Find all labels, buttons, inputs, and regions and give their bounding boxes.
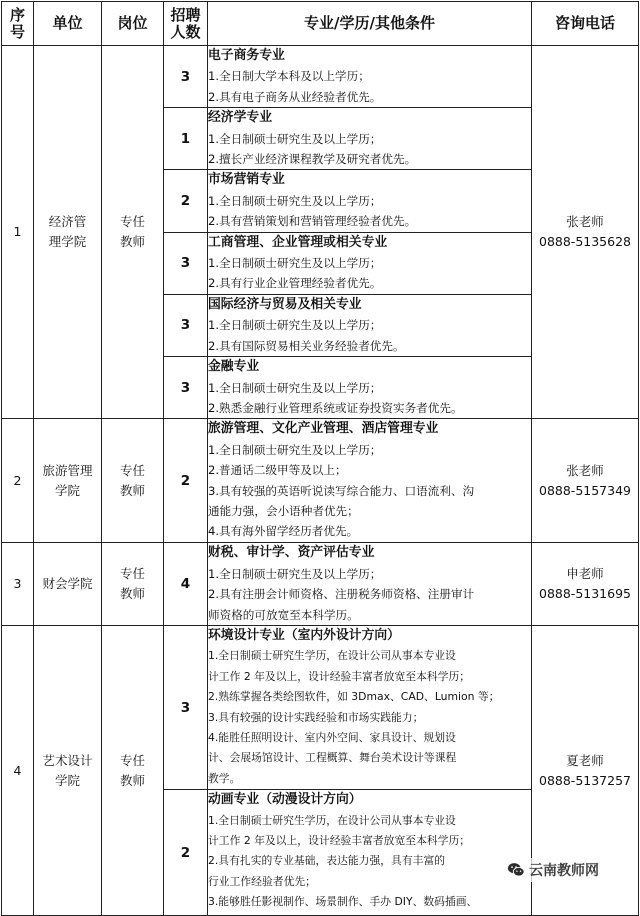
count-cell: 3 [164, 232, 208, 294]
count-cell: 3 [164, 625, 208, 789]
contact-name: 夏老师 [566, 752, 604, 768]
requirement-line: 计工作 2 年及以上，设计经验丰富者放宽至本科学历； [208, 669, 471, 683]
seq-cell: 4 [2, 625, 34, 915]
requirement-line: 3.具有较强的设计实践经验和市场实践能力； [208, 710, 424, 724]
watermark-text: 云南教师网 [529, 863, 599, 879]
major-title: 财税、审计学、资产评估专业 [208, 545, 375, 561]
seq-cell: 2 [2, 419, 34, 543]
requirements-cell [208, 232, 532, 294]
requirements-cell [208, 625, 532, 789]
count-cell: 3 [164, 46, 208, 108]
position-label: 专任教师 [119, 566, 145, 602]
table-row [2, 46, 639, 108]
requirement-line: 2.具有扎实的专业基础，表达能力强，具有丰富的 [208, 854, 446, 868]
requirement-line: 1.全日制硕士研究生及以上学历； [208, 318, 382, 333]
position-cell [102, 46, 164, 419]
count-cell: 1 [164, 108, 208, 170]
requirement-line: 2.具有注册会计师资格、注册税务师资格、注册审计 [208, 587, 475, 602]
requirement-line: 行业工作经验者优先； [208, 874, 316, 888]
unit-cell [34, 625, 102, 915]
requirement-line: 1.全日制硕士研究生及以上学历； [208, 193, 382, 208]
requirements-cell [208, 790, 532, 916]
unit-label: 旅游管理学院 [42, 462, 93, 498]
major-title: 环境设计专业（室内外设计方向） [208, 627, 400, 643]
requirement-line: 1.全日制硕士研究生及以上学历； [208, 131, 382, 146]
requirement-line: 通能力强，会小语种者优先； [208, 503, 359, 518]
requirement-line: 计工作 2 年及以上，设计经验丰富者放宽至本科学历； [208, 834, 471, 847]
requirement-line: 教学。 [208, 771, 241, 785]
position-cell [102, 543, 164, 626]
unit-label: 经济管理学院 [48, 214, 87, 250]
requirement-line: 2.具有行业企业管理经验者优先。 [208, 276, 382, 291]
requirement-line: 1.全日制硕士研究生及以上学历； [208, 442, 382, 457]
count-cell: 4 [164, 543, 208, 626]
contact-phone: 0888-5131695 [539, 586, 631, 602]
contact-cell [532, 419, 639, 543]
position-label: 专任教师 [119, 462, 145, 498]
header-row [2, 2, 639, 46]
requirement-line: 师资格的可放宽至本科学历。 [208, 607, 359, 622]
contact-name: 张老师 [566, 462, 604, 478]
requirements-cell [208, 108, 532, 170]
count-cell: 3 [164, 294, 208, 356]
requirement-line: 2.擅长产业经济课程教学及研究者优先。 [208, 152, 417, 167]
header-position: 岗位 [102, 2, 164, 46]
count-cell: 2 [164, 790, 208, 916]
position-cell [102, 625, 164, 915]
major-title: 电子商务专业 [208, 48, 285, 63]
requirement-line: 2.具有国际贸易相关业务经验者优先。 [208, 338, 405, 353]
unit-cell [34, 46, 102, 419]
table-row [2, 419, 639, 543]
wechat-icon [507, 861, 525, 879]
major-title: 经济学专业 [208, 110, 272, 126]
major-title: 金融专业 [208, 359, 260, 375]
seq-cell: 1 [2, 46, 34, 419]
major-title: 旅游管理、文化产业管理、酒店管理专业 [208, 421, 439, 437]
header-seq: 序号 [2, 2, 34, 46]
requirement-line: 2.具有营销策划和营销管理经验者优先。 [208, 214, 417, 229]
requirement-line: 2.熟练掌握各类绘图软件，如 3Dmax、CAD、Lumion 等； [208, 690, 500, 704]
requirement-line: 4.具有海外留学经历者优先。 [208, 524, 359, 539]
contact-name: 张老师 [566, 214, 604, 230]
count-cell: 2 [164, 419, 208, 543]
major-title: 国际经济与贸易及相关专业 [208, 296, 362, 312]
count-cell: 3 [164, 357, 208, 419]
requirement-line: 1.全日制大学本科及以上学历； [208, 69, 370, 84]
table-row [2, 543, 639, 626]
requirement-line: 1.全日制硕士研究生学历，在设计公司从事本专业设 [208, 813, 456, 827]
unit-cell: 财会学院 [34, 543, 102, 626]
requirements-cell [208, 294, 532, 356]
requirements-cell [208, 46, 532, 108]
unit-label: 艺术设计学院 [42, 752, 93, 788]
header-count: 招聘人数 [164, 2, 208, 46]
requirements-cell [208, 543, 532, 626]
requirement-line: 1.全日制硕士研究生及以上学历； [208, 380, 382, 395]
contact-cell [532, 543, 639, 626]
requirement-line: 1.全日制硕士研究生及以上学历； [208, 256, 382, 271]
recruitment-table [1, 1, 639, 916]
contact-name: 申老师 [566, 566, 604, 582]
table-row [2, 625, 639, 789]
requirement-line: 2.熟悉金融行业管理系统或证券投资实务者优先。 [208, 400, 463, 415]
major-title: 动画专业（动漫设计方向） [208, 792, 362, 808]
requirement-line: 3.具有较强的英语听说读写综合能力、口语流利、沟 [208, 483, 475, 498]
unit-cell [34, 419, 102, 543]
requirement-line: 1.全日制硕士研究生学历，在设计公司从事本专业设 [208, 649, 456, 663]
count-cell: 2 [164, 170, 208, 232]
contact-phone: 0888-5137257 [539, 772, 631, 788]
contact-phone: 0888-5135628 [539, 234, 631, 250]
watermark [503, 858, 603, 882]
requirement-line: 2.普通话二级甲等及以上； [208, 463, 347, 478]
contact-phone: 0888-5157349 [539, 482, 631, 498]
requirement-line: 计、会展场馆设计、工程概算、舞台美术设计等课程 [208, 751, 457, 765]
requirements-cell [208, 170, 532, 232]
seq-cell: 3 [2, 543, 34, 626]
header-unit: 单位 [34, 2, 102, 46]
requirement-line: 3.能够胜任影视制作、场景制作、手办 DIY、数码插画、 [208, 895, 478, 909]
requirements-cell [208, 357, 532, 419]
header-requirements: 专业/学历/其他条件 [208, 2, 532, 46]
position-label: 专任教师 [119, 752, 145, 788]
position-cell [102, 419, 164, 543]
major-title: 市场营销专业 [208, 172, 285, 188]
contact-cell [532, 46, 639, 419]
requirement-line: 4.能胜任照明设计、室内外空间、家具设计、规划设 [208, 730, 456, 744]
header-contact: 咨询电话 [532, 2, 639, 46]
position-label: 专任教师 [119, 214, 145, 250]
major-title: 工商管理、企业管理或相关专业 [208, 234, 388, 250]
requirement-line: 2.具有电子商务从业经验者优先。 [208, 89, 382, 104]
requirement-line: 1.全日制硕士研究生及以上学历； [208, 566, 382, 581]
requirements-cell [208, 419, 532, 543]
